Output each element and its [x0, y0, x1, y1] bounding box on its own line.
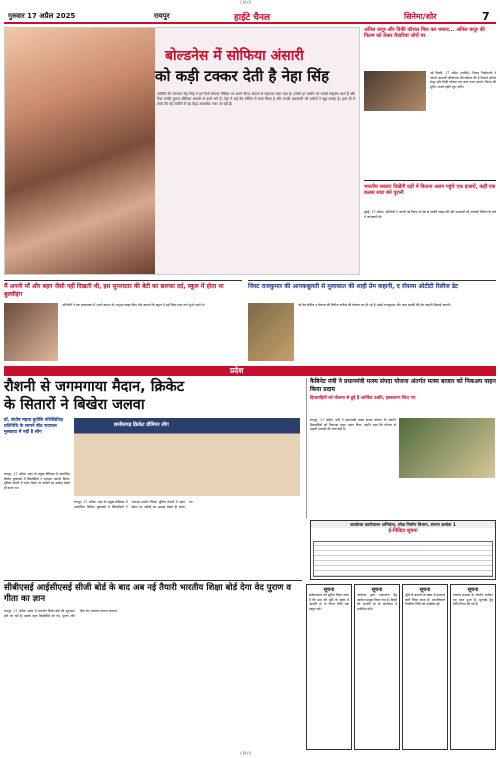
notice-1-title: सूचना	[323, 587, 335, 593]
state-story-1-headline-1: रौशनी से जगमगाया मैदान, क्रिकेट	[4, 379, 185, 395]
mid-right-body: नई वेब सीरीज द रॉयल्स की रिलीज तारीख की घोषणा कर दी गई है। इसमें राजकुमार और आम लड़की की प्रेम कहानी दिखाई जाएगी।	[298, 303, 451, 307]
header-page-number: 7	[482, 10, 490, 23]
main-story-body: ओटीटी की जानकर नेहा सिंह ने इन दिनों सोशल मीडिया पर अपने बोल्ड अंदाज से तहलका मचा रखा है। उनकी हर तस्वीर पर लाखों लाइक्स आते हैं और फैंस उनकी तुलना सोफिया अंसारी से करने लगे हैं। नेहा ने कई वेब सीरीज में काम किया है और उनकी अदाकारी को दर्शकों ने खूब सराहा है। हाल ही में शेयर की गई तस्वीरों में वह बेहद आकर्षक नजर आ रही हैं।	[157, 92, 355, 107]
notice-1-body: सर्वसाधारण को सूचित किया जाता है कि ग्राम की भूमि के संबंध में आपत्ति हो तो नियत तिथि तक प्रस्तुत करें।	[309, 593, 349, 611]
notice-4	[450, 584, 496, 750]
tender-title: कार्यालय कार्यपालन अभियंता, लोक निर्माण विभाग, संभाग क्रमांक 1	[311, 521, 495, 528]
state-story-3-body: रायपुर, 17 अप्रैल। मंत्री ने प्रधानमंत्री मत्स्य संपदा योजना के अंतर्गत हितग्राहियों को पिकअप वाहन प्रदान किए। उन्होंने कहा कि योजना से मछली पालकों की आय बढ़ी है।	[310, 418, 396, 432]
mid-left-photo	[4, 303, 58, 361]
notice-4-title: सूचना	[467, 587, 479, 593]
notice-2	[354, 584, 400, 750]
tender-subtitle: ई-निविदा सूचना	[388, 528, 418, 535]
notice-2-title: सूचना	[371, 587, 383, 593]
tender-table	[313, 541, 493, 577]
state-story-1-body-cont: रायपुर, 17 अप्रैल। शहर के प्रमुख स्टेडियम में आयोजित क्रिकेट मुकाबले में खिलाड़ियों ने शानदार प्रदर्शन किया। दूधिया रोशनी में नहाए मैदान पर दर्शकों का उत्साह देखते ही बनता था।	[74, 500, 194, 509]
state-story-1-photo	[74, 418, 300, 496]
header-date: गुरुवार 17 अप्रैल 2025	[8, 12, 76, 20]
header-city: रायपुर	[154, 12, 170, 20]
notice-3-body: भूमि के बटवारे के संबंध में इश्तहार जारी किया जाता है। आपत्तिकर्ता निर्धारित तिथि को उपस्थित हों।	[405, 593, 445, 607]
notice-4-body: प्रकरण क्रमांक के अंतर्गत आवेदन पत्र प्राप्त हुआ है। सुनवाई हेतु तिथि नियत की गई है।	[453, 593, 493, 607]
main-story-photo	[5, 28, 155, 274]
mid-right-headline: जिस्ट राजकुमार की आपकबूलती से मुलाकात की शाही प्रेम कहानी, द रॉयल्स ओटीटी रिलीज डेट	[248, 283, 459, 290]
cmyk-marker-top: CMYK	[240, 0, 252, 5]
state-story-3-photo	[399, 418, 495, 478]
main-headline-2: को कड़ी टक्कर देती है नेहा सिंह	[155, 67, 330, 85]
mid-left-headline: मैं अपनी माँ और बहन जैसी नहीं दिखती थी, इस सुपरस्टार की बेटी का छलका दर्द, स्कूल में होता था बुल्लीइंग	[4, 283, 224, 298]
state-story-1-body: रायपुर, 17 अप्रैल। शहर के प्रमुख स्टेडियम में आयोजित क्रिकेट मुकाबले में खिलाड़ियों ने शानदार प्रदर्शन किया। दूधिया रोशनी में नहाए मैदान पर दर्शकों का उत्साह देखते ही बनता था।	[4, 472, 70, 490]
header-section: सिनेमा/शोर	[404, 12, 437, 21]
state-story-1-headline-2: के सितारों ने बिखेरा जलवा	[4, 397, 145, 413]
state-story-3-sub: हितग्राहियों को योजना से हुई है आर्थिक उन्नति, इस्तकरण किए गए	[310, 395, 416, 401]
tender-notice	[310, 520, 496, 580]
state-story-2	[4, 580, 302, 750]
sidebar-story-1	[364, 27, 496, 177]
sidebar-story-2-headline: भारतीय सकारा दिखेंगी ग्रहों में कितना अलग पहुंचे एक हजारों, कहीं एक कलस सारा बने पुरानी	[364, 184, 496, 197]
mid-left-story	[4, 280, 242, 362]
notice-3	[402, 584, 448, 750]
main-story	[4, 27, 360, 275]
state-story-1-byline: डॉ. संतोष महत्व बुजेलि परिस्थितिज्ञ प्रतिनिधि के सामने बीत रायपाल मुस्कावा में नहीं है लीग	[4, 418, 63, 435]
state-story-3	[306, 378, 496, 518]
state-story-2-body: रायपुर, 17 अप्रैल। प्रदेश में भारतीय शिक्षा बोर्ड की शुरुआत होने जा रही है। इसके तहत विद्यार्थियों को वेद, पुराण और गीता का अध्ययन कराया जाएगा।	[4, 609, 118, 618]
state-story-1-banner: छत्तीसगढ़ क्रिकेट प्रीमियर लीग	[114, 422, 169, 428]
notice-1	[306, 584, 352, 750]
section-bar	[4, 366, 496, 376]
cmyk-marker-bottom: CMYK	[240, 751, 252, 756]
state-story-3-headline: कैबिनेट मंत्री ने प्रधानमंत्री मत्स्य संपदा योजना अंतर्गत मत्स्य बाजार को पिकअप वाहन किया प्रदाय	[310, 378, 496, 393]
mid-left-body: अभिनेत्री ने एक साक्षात्कार में अपने बचपन के अनुभव साझा किए और बताया कि स्कूल में उन्हें किस तरह ताने सुनने पड़ते थे।	[62, 303, 205, 307]
notice-2-body: आवेदक द्वारा नामांतरण हेतु आवेदन प्रस्तुत किया गया है। किसी को आपत्ति हो तो कार्यालय में उपस्थित होवें।	[357, 593, 397, 611]
sidebar-story-1-photo	[364, 71, 426, 111]
sidebar-story-2	[364, 184, 496, 276]
mid-right-story	[248, 280, 496, 362]
header-brand: हाईटे चैनल	[234, 13, 271, 23]
state-story-2-headline: सीबीएसई आईसीएसई सीजी बोर्ड के बाद अब नई तैयारी भारतीय शिक्षा बोर्ड देगा वेद पुराण व गीता का ज्ञान	[4, 583, 292, 604]
state-story-1	[4, 378, 302, 578]
sidebar-story-1-body: नई दिल्ली, 17 अप्रैल (एजेंसी)। फिल्म निर्माताओं ने अपनी आगामी परियोजना की घोषणा की है जिसमें अनिल कपूर और विकी कौशल एक साथ नजर आएंगे। फिल्म की शूटिंग अगले महीने शुरू होगी।	[430, 71, 496, 89]
page-header	[4, 10, 496, 24]
section-label: प्रदेश	[230, 366, 244, 375]
mid-right-photo	[248, 303, 294, 361]
sidebar-story-1-headline: अनिल कपूर और विकी कौशल मिल कर धमाल... अनिल कपूर की फिल्म को लेकर तैयारियां जोरों पर	[364, 27, 485, 40]
main-headline-1: बोल्डनेस में सोफिया अंसारी	[165, 48, 304, 64]
notice-3-title: सूचना	[419, 587, 431, 593]
sidebar-story-2-body: मुंबई, 17 अप्रैल। अभिनेत्री ने अपनी नई फिल्म के सेट से तस्वीरें साझा कीं और प्रशंसकों को आगामी रिलीज के बारे में जानकारी दी।	[364, 210, 496, 219]
